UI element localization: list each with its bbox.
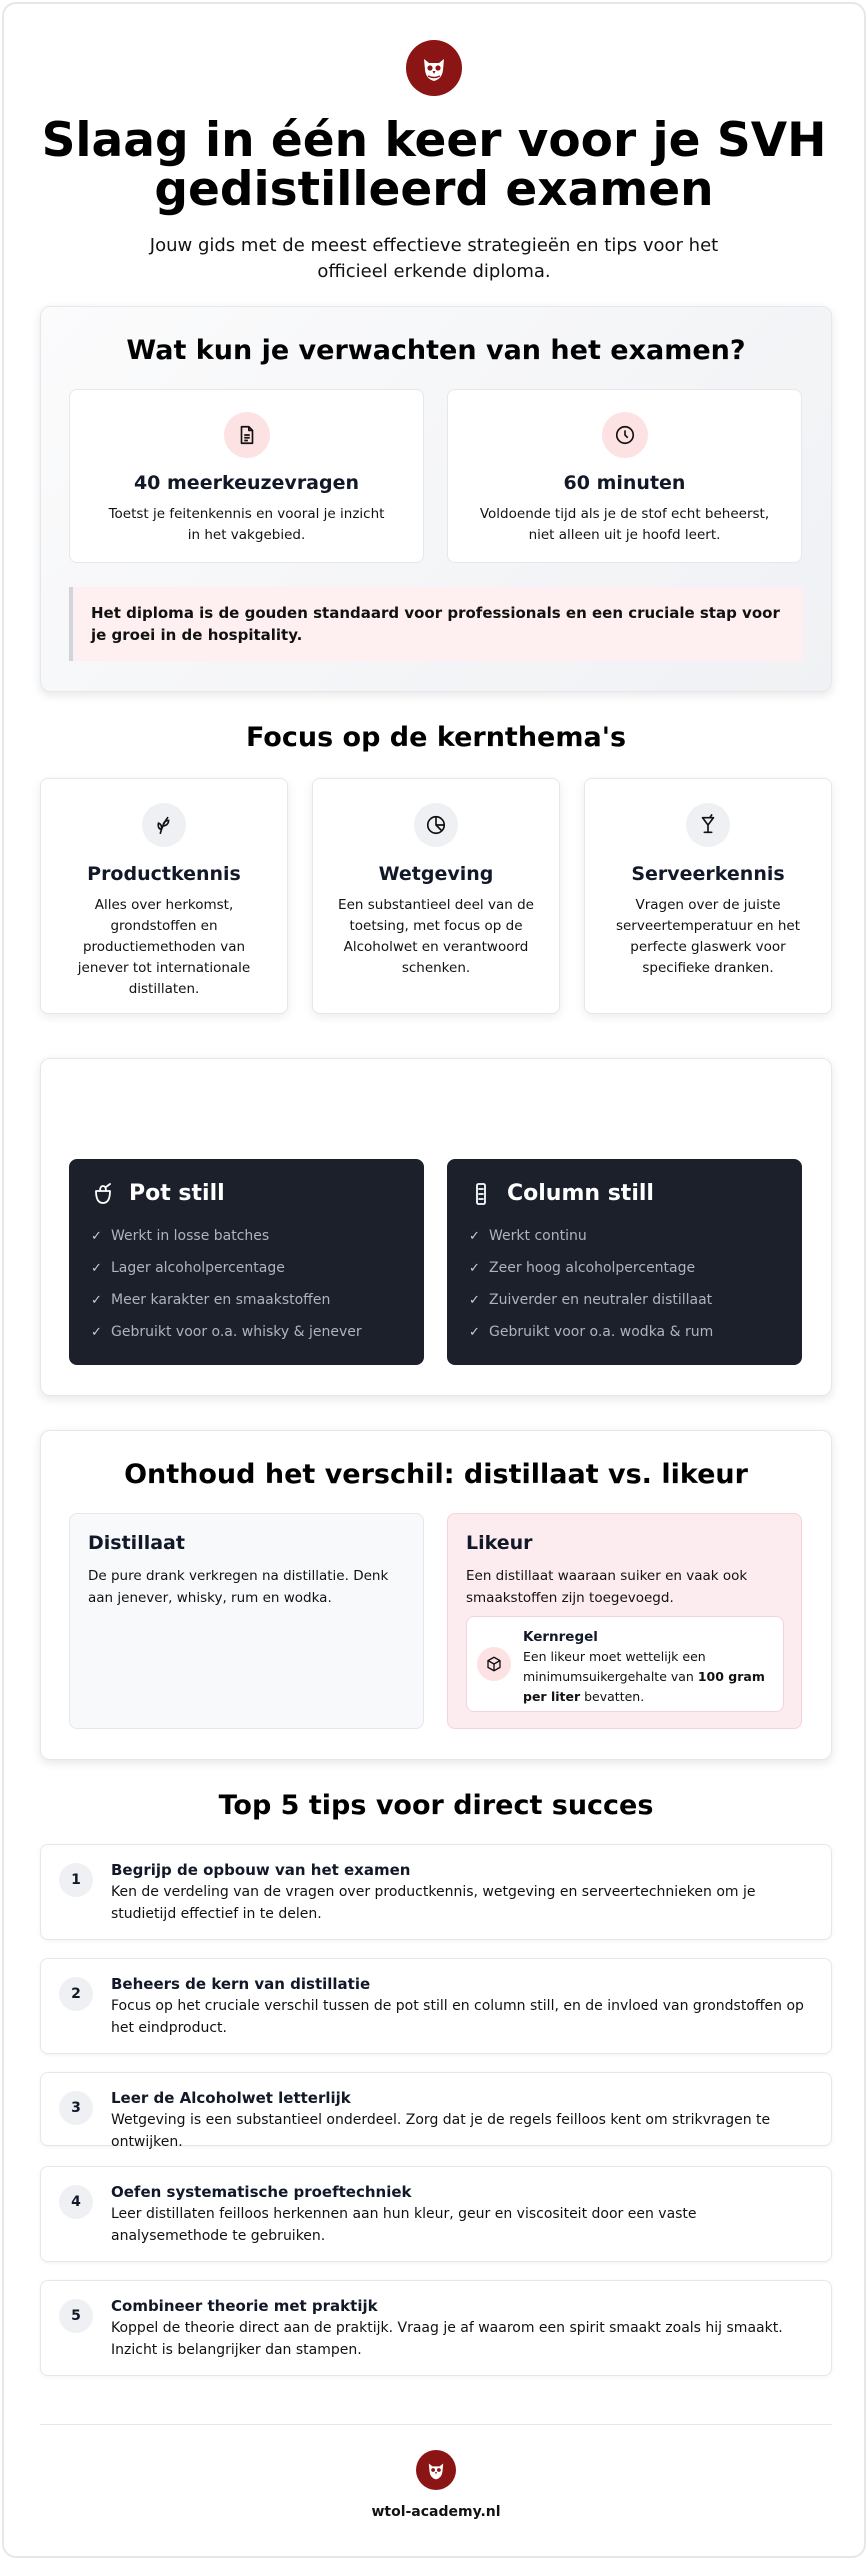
distillaat-box [69,1513,424,1729]
tip-item [40,2280,832,2376]
tip-item [40,1958,832,2054]
tip-text: Koppel de theorie direct aan de praktijk. Vraag je af waarom een spirit smaakt zoals hij smaakt. Inzicht is belangrijker dan stampen. [111,2320,783,2358]
exam-expectations-card [40,306,832,692]
column-icon [469,1182,493,1206]
tip-title: Oefen systematische proeftechniek [111,2183,412,2201]
theme-text: Een substantieel deel van de toetsing, met focus op de Alcoholwet en verantwoord schenken. [338,897,534,976]
theme-title: Serveerkennis [631,863,785,885]
distillaat-title: Distillaat [88,1532,185,1554]
footer-divider [40,2424,832,2425]
page-title: Slaag in één keer voor je SVH gedistilleerd examen [41,113,827,218]
theme-card-serveerkennis [584,778,832,1014]
list-item: ✓ Gebruikt voor o.a. wodka & rum [469,1324,714,1340]
footer-logo [416,2450,456,2490]
pot-still-card [69,1159,424,1365]
leaf-icon [142,803,186,847]
difference-title: Onthoud het verschil: distillaat vs. likeur [124,1459,748,1490]
tip-number: 2 [59,1977,93,2011]
tip-number: 4 [59,2185,93,2219]
theme-card-productkennis [40,778,288,1014]
pot-still-list [91,1220,404,1348]
still-title: Pot still [129,1181,225,1206]
tip-item [40,2166,832,2262]
theme-title: Productkennis [87,863,241,885]
difference-card [40,1430,832,1760]
footer-site-link[interactable]: wtol-academy.nl [371,2504,501,2520]
check-icon: ✓ [91,1324,102,1340]
column-still-list [469,1220,782,1348]
tip-text: Ken de verdeling van de vragen over productkennis, wetgeving en serveertechnieken om je studietijd effectief in te delen. [111,1884,756,1922]
expect-item-title: 40 meerkeuzevragen [133,472,360,494]
theme-text: Alles over herkomst, grondstoffen en productiemethoden van jenever tot internationale distillaten. [77,897,251,997]
list-item: ✓ Gebruikt voor o.a. whisky & jenever [91,1324,362,1340]
likeur-text: Een distillaat waaraan suiker en vaak ook smaakstoffen zijn toegevoegd. [466,1568,748,1606]
theme-title: Wetgeving [378,863,494,885]
pie-chart-icon [414,803,458,847]
expect-title: Wat kun je verwachten van het examen? [126,335,746,366]
document-icon [224,412,270,458]
distillaat-text: De pure drank verkregen na distillatie. Denk aan jenever, whisky, rum en wodka. [88,1568,389,1606]
list-item: ✓ Meer karakter en smaakstoffen [91,1292,331,1308]
column-still-card [447,1159,802,1365]
check-icon: ✓ [469,1324,480,1340]
expect-item-questions [69,389,424,563]
expect-item-text: Voldoende tijd als je de stof echt beheerst, niet alleen uit je hoofd leert. [479,506,770,543]
tip-title: Combineer theorie met praktijk [111,2297,378,2315]
list-item: ✓ Zuiverder en neutraler distillaat [469,1292,713,1308]
list-item: ✓ Werkt continu [469,1228,587,1244]
pot-icon [91,1182,115,1206]
owl-logo-icon [406,40,462,96]
kernregel-box [466,1616,784,1712]
page-frame [2,2,866,2558]
page-subtitle: Jouw gids met de meest effectieve strategieën en tips voor het officieel erkende diploma. [149,234,719,282]
tip-item [40,1844,832,1940]
tip-title: Begrijp de opbouw van het examen [111,1861,411,1879]
tip-number: 1 [59,1863,93,1897]
hero [4,4,864,285]
theme-card-wetgeving [312,778,560,1014]
check-icon: ✓ [469,1228,480,1244]
owl-logo-icon [416,2450,456,2490]
stills-card [40,1058,832,1396]
theme-text: Vragen over de juiste serveertemperatuur en het perfecte glaswerk voor specifieke dranken. [615,897,801,976]
likeur-box [447,1513,802,1729]
cube-icon [477,1647,511,1681]
themes-title: Focus op de kernthema's [245,722,627,753]
list-item: ✓ Zeer hoog alcoholpercentage [469,1260,696,1276]
tip-title: Beheers de kern van distillatie [111,1975,371,1993]
check-icon: ✓ [91,1228,102,1244]
tips-title: Top 5 tips voor direct succes [218,1790,654,1821]
check-icon: ✓ [91,1292,102,1308]
check-icon: ✓ [469,1260,480,1276]
list-item: ✓ Werkt in losse batches [91,1228,270,1244]
tip-text: Focus op het cruciale verschil tussen de pot still en column still, en de invloed van grondstoffen op het eindproduct. [111,1998,804,2036]
tip-title: Leer de Alcoholwet letterlijk [111,2089,351,2107]
expect-item-text: Toetst je feitenkennis en vooral je inzicht in het vakgebied. [108,506,385,543]
list-item: ✓ Lager alcoholpercentage [91,1260,285,1276]
expect-item-title: 60 minuten [563,472,686,494]
check-icon: ✓ [469,1292,480,1308]
tip-number: 3 [59,2091,93,2125]
still-title: Column still [507,1181,654,1206]
clock-icon [602,412,648,458]
glass-icon [686,803,730,847]
diploma-note: Het diploma is de gouden standaard voor professionals en een cruciale stap voor je groei in de hospitality. [69,587,803,661]
tip-item [40,2072,832,2150]
tip-text: Leer distillaten feilloos herkennen aan hun kleur, geur en viscositeit door een vaste analysemethode te gebruiken. [111,2206,697,2244]
check-icon: ✓ [91,1260,102,1276]
likeur-title: Likeur [466,1532,533,1554]
tip-number: 5 [59,2299,93,2333]
expect-item-duration [447,389,802,563]
tip-text: Wetgeving is een substantieel onderdeel. Zorg dat je de regels feilloos kent om strikvragen te ontwijken. [111,2112,771,2150]
kernregel-title: Kernregel [523,1629,598,1645]
kernregel-text: Een likeur moet wettelijk een minimumsuikergehalte van 100 gram per liter bevatten. [523,1649,765,1704]
